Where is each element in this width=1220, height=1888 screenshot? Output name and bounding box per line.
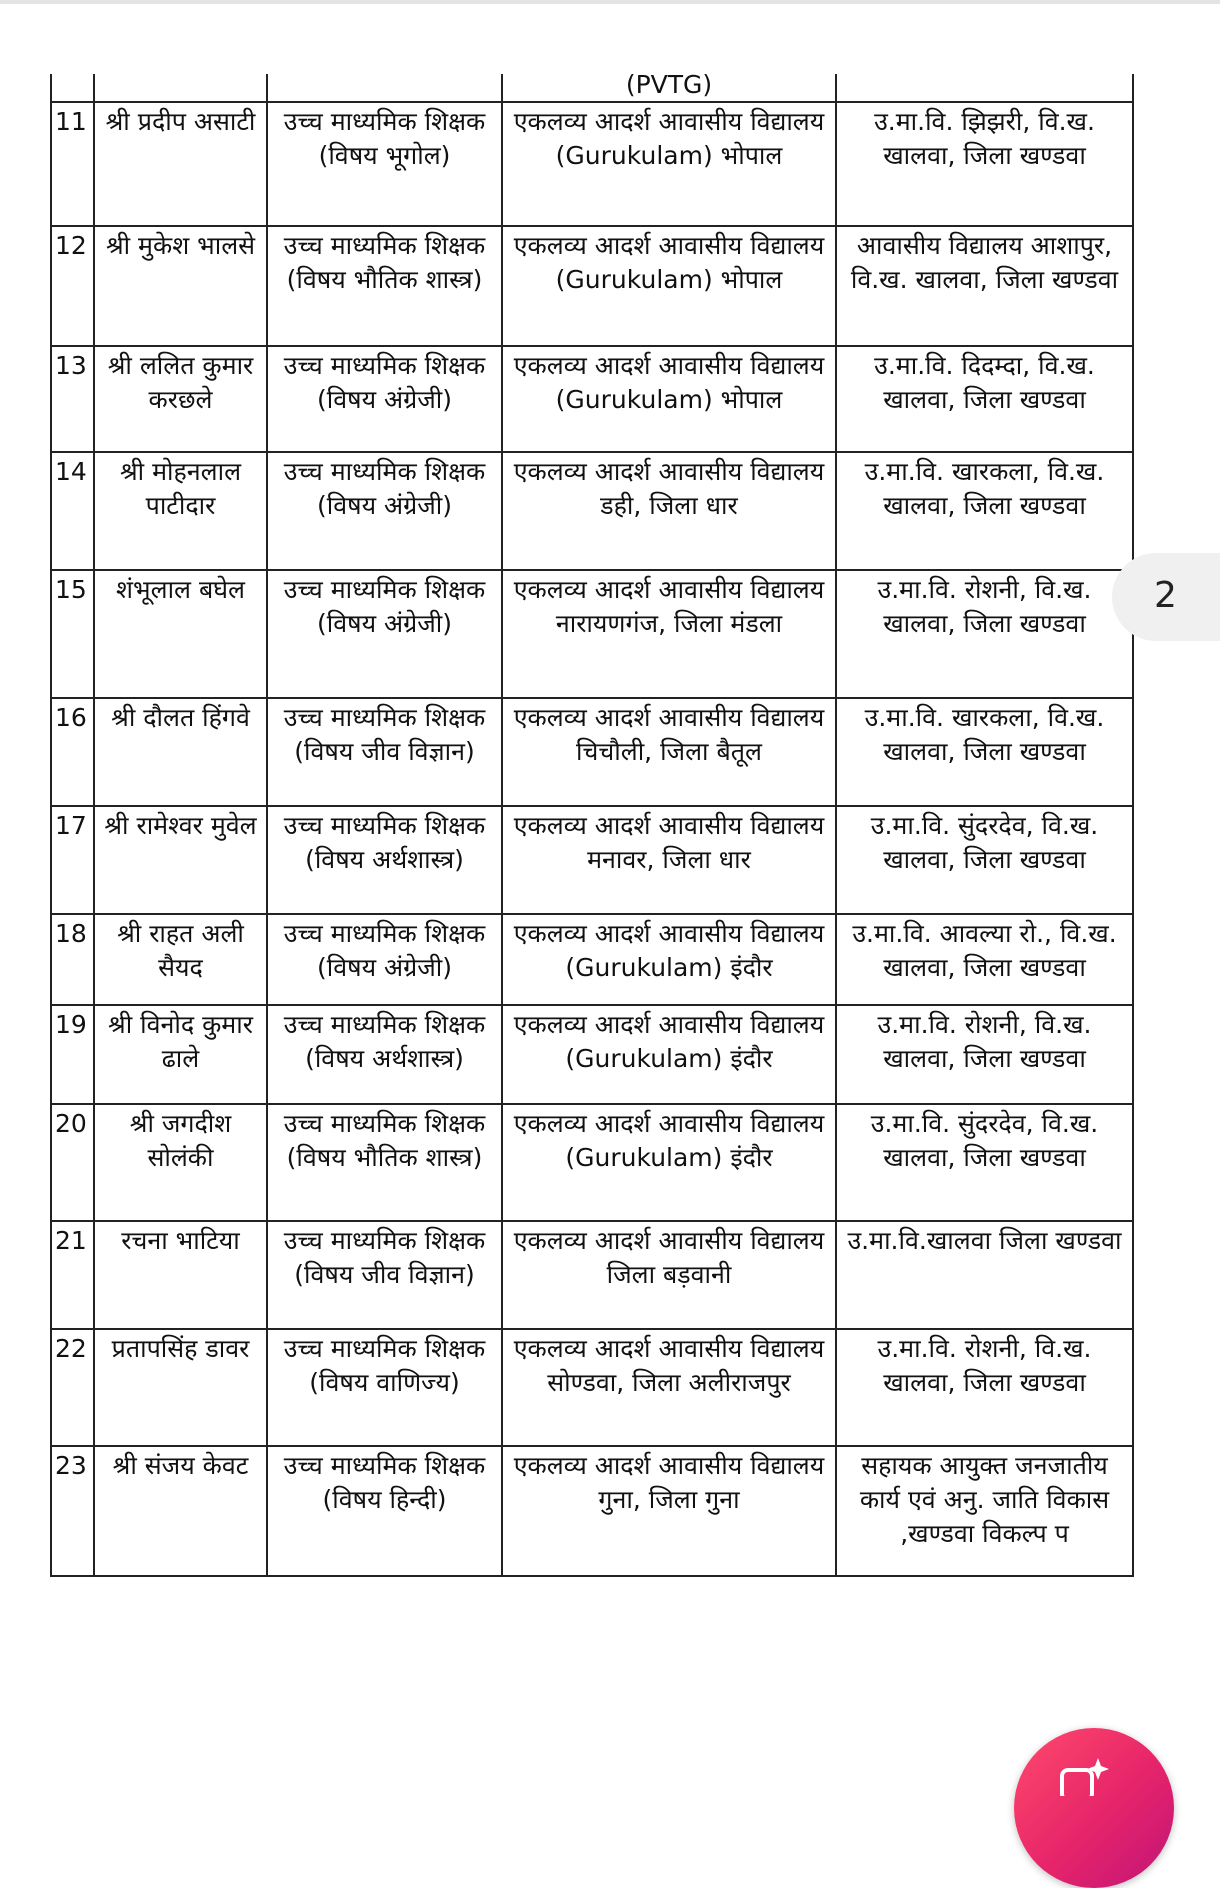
cell-num: 15 <box>51 570 94 698</box>
cell-from: एकलव्य आदर्श आवासीय विद्यालय नारायणगंज, जिला मंडला <box>502 570 836 698</box>
cell-to: उ.मा.वि. आवल्या रो., वि.ख. खालवा, जिला खण्डवा <box>836 914 1133 1005</box>
cell-to: उ.मा.वि.खालवा जिला खण्डवा <box>836 1221 1133 1329</box>
cell-num: 18 <box>51 914 94 1005</box>
table-row <box>51 1446 1133 1576</box>
edit-fab-button[interactable] <box>1014 1728 1174 1888</box>
cell-post: उच्च माध्यमिक शिक्षक (विषय हिन्दी) <box>267 1446 502 1576</box>
cell-from: एकलव्य आदर्श आवासीय विद्यालय गुना, जिला गुना <box>502 1446 836 1576</box>
table-row <box>51 570 1133 698</box>
cell-post: उच्च माध्यमिक शिक्षक (विषय भौतिक शास्त्र) <box>267 1104 502 1221</box>
cell-name <box>94 74 267 102</box>
cell-from: एकलव्य आदर्श आवासीय विद्यालय चिचौली, जिला बैतूल <box>502 698 836 806</box>
cell-name: श्री संजय केवट <box>94 1446 267 1576</box>
table-row <box>51 698 1133 806</box>
cell-post <box>267 74 502 102</box>
cell-name: श्री प्रदीप असाटी <box>94 102 267 226</box>
cell-post: उच्च माध्यमिक शिक्षक (विषय अंग्रेजी) <box>267 570 502 698</box>
transfer-table <box>50 74 1134 1577</box>
cell-name: श्री राहत अली सैयद <box>94 914 267 1005</box>
cell-name: श्री मुकेश भालसे <box>94 226 267 346</box>
cell-from: एकलव्य आदर्श आवासीय विद्यालय (Gurukulam) भोपाल <box>502 346 836 452</box>
cell-num: 11 <box>51 102 94 226</box>
cell-from: एकलव्य आदर्श आवासीय विद्यालय (Gurukulam) भोपाल <box>502 226 836 346</box>
cell-num: 14 <box>51 452 94 570</box>
page-number-badge <box>1112 553 1220 641</box>
cell-post: उच्च माध्यमिक शिक्षक (विषय अर्थशास्त्र) <box>267 1005 502 1104</box>
table-row <box>51 452 1133 570</box>
edit-sparkle-icon <box>1058 1756 1118 1796</box>
table-row <box>51 102 1133 226</box>
cell-from: एकलव्य आदर्श आवासीय विद्यालय (Gurukulam) इंदौर <box>502 914 836 1005</box>
cell-post: उच्च माध्यमिक शिक्षक (विषय अंग्रेजी) <box>267 914 502 1005</box>
table-row-fragment <box>51 74 1133 102</box>
cell-num: 12 <box>51 226 94 346</box>
cell-to: उ.मा.वि. रोशनी, वि.ख. खालवा, जिला खण्डवा <box>836 1329 1133 1446</box>
cell-from: एकलव्य आदर्श आवासीय विद्यालय मनावर, जिला धार <box>502 806 836 914</box>
cell-post: उच्च माध्यमिक शिक्षक (विषय भूगोल) <box>267 102 502 226</box>
cell-to: उ.मा.वि. खारकला, वि.ख. खालवा, जिला खण्डवा <box>836 452 1133 570</box>
cell-post: उच्च माध्यमिक शिक्षक (विषय जीव विज्ञान) <box>267 698 502 806</box>
cell-post: उच्च माध्यमिक शिक्षक (विषय भौतिक शास्त्र) <box>267 226 502 346</box>
cell-to: उ.मा.वि. सुंदरदेव, वि.ख. खालवा, जिला खण्डवा <box>836 1104 1133 1221</box>
cell-num: 21 <box>51 1221 94 1329</box>
cell-from: (PVTG) <box>502 74 836 102</box>
table-row <box>51 914 1133 1005</box>
table-row <box>51 346 1133 452</box>
cell-num: 16 <box>51 698 94 806</box>
cell-from: एकलव्य आदर्श आवासीय विद्यालय (Gurukulam) इंदौर <box>502 1005 836 1104</box>
cell-name: श्री विनोद कुमार ढाले <box>94 1005 267 1104</box>
cell-num <box>51 74 94 102</box>
document-page <box>50 74 1134 1577</box>
cell-num: 20 <box>51 1104 94 1221</box>
cell-num: 19 <box>51 1005 94 1104</box>
viewer-top-bar <box>0 0 1220 4</box>
cell-post: उच्च माध्यमिक शिक्षक (विषय जीव विज्ञान) <box>267 1221 502 1329</box>
table-row <box>51 806 1133 914</box>
cell-from: एकलव्य आदर्श आवासीय विद्यालय डही, जिला धार <box>502 452 836 570</box>
cell-name: प्रतापसिंह डावर <box>94 1329 267 1446</box>
cell-post: उच्च माध्यमिक शिक्षक (विषय अर्थशास्त्र) <box>267 806 502 914</box>
cell-to: उ.मा.वि. सुंदरदेव, वि.ख. खालवा, जिला खण्डवा <box>836 806 1133 914</box>
cell-num: 22 <box>51 1329 94 1446</box>
cell-name: श्री ललित कुमार करछले <box>94 346 267 452</box>
cell-to: उ.मा.वि. झिझरी, वि.ख. खालवा, जिला खण्डवा <box>836 102 1133 226</box>
cell-to: उ.मा.वि. रोशनी, वि.ख. खालवा, जिला खण्डवा <box>836 1005 1133 1104</box>
cell-from: एकलव्य आदर्श आवासीय विद्यालय (Gurukulam) इंदौर <box>502 1104 836 1221</box>
table-row <box>51 1005 1133 1104</box>
cell-name: रचना भाटिया <box>94 1221 267 1329</box>
table-row <box>51 1329 1133 1446</box>
cell-from: एकलव्य आदर्श आवासीय विद्यालय सोण्डवा, जिला अलीराजपुर <box>502 1329 836 1446</box>
cell-to: उ.मा.वि. खारकला, वि.ख. खालवा, जिला खण्डवा <box>836 698 1133 806</box>
cell-name: श्री जगदीश सोलंकी <box>94 1104 267 1221</box>
cell-to: उ.मा.वि. रोशनी, वि.ख. खालवा, जिला खण्डवा <box>836 570 1133 698</box>
cell-num: 13 <box>51 346 94 452</box>
cell-to: उ.मा.वि. दिदम्दा, वि.ख. खालवा, जिला खण्डवा <box>836 346 1133 452</box>
cell-num: 23 <box>51 1446 94 1576</box>
table-row <box>51 1221 1133 1329</box>
cell-to <box>836 74 1133 102</box>
cell-from: एकलव्य आदर्श आवासीय विद्यालय (Gurukulam) भोपाल <box>502 102 836 226</box>
page-number: 2 <box>1154 575 1177 616</box>
table-row <box>51 226 1133 346</box>
cell-num: 17 <box>51 806 94 914</box>
cell-to: सहायक आयुक्त जनजातीय कार्य एवं अनु. जाति विकास ,खण्डवा विकल्प प <box>836 1446 1133 1576</box>
cell-name: शंभूलाल बघेल <box>94 570 267 698</box>
cell-to: आवासीय विद्यालय आशापुर, वि.ख. खालवा, जिला खण्डवा <box>836 226 1133 346</box>
cell-name: श्री मोहनलाल पाटीदार <box>94 452 267 570</box>
cell-post: उच्च माध्यमिक शिक्षक (विषय अंग्रेजी) <box>267 346 502 452</box>
cell-from: एकलव्य आदर्श आवासीय विद्यालय जिला बड़वानी <box>502 1221 836 1329</box>
cell-post: उच्च माध्यमिक शिक्षक (विषय अंग्रेजी) <box>267 452 502 570</box>
cell-name: श्री रामेश्वर मुवेल <box>94 806 267 914</box>
cell-post: उच्च माध्यमिक शिक्षक (विषय वाणिज्य) <box>267 1329 502 1446</box>
table-row <box>51 1104 1133 1221</box>
cell-name: श्री दौलत हिंगवे <box>94 698 267 806</box>
